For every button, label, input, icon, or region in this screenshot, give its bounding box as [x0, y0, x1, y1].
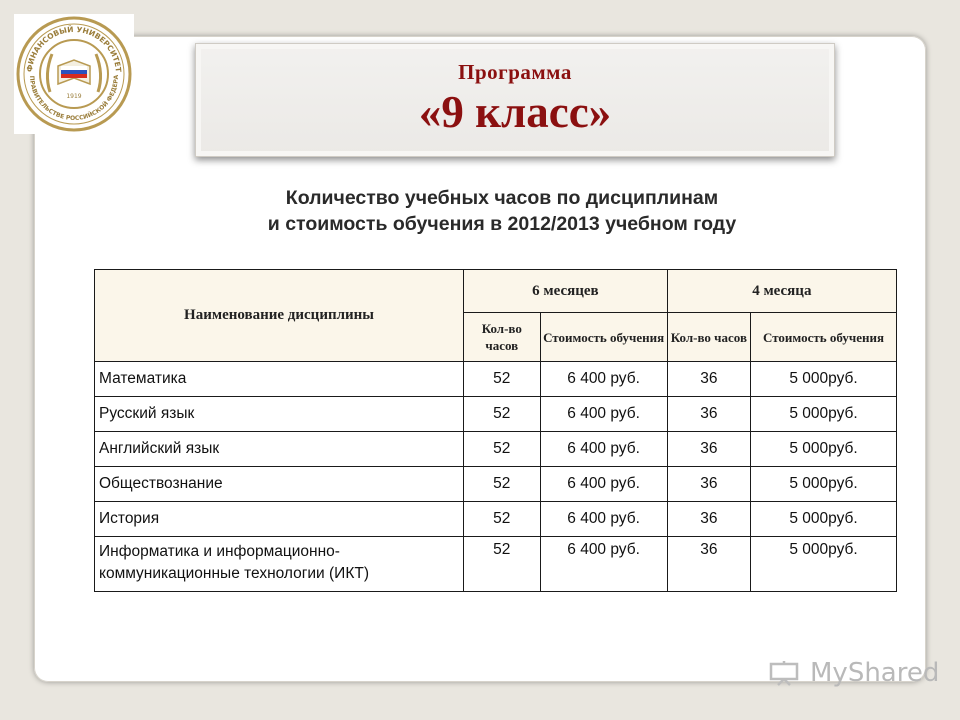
cell-cost-6: 6 400 руб.	[540, 362, 667, 397]
seal-year: 1919	[66, 93, 82, 100]
header-4-months: 4 месяца	[667, 270, 896, 313]
cell-hours-6: 52	[464, 502, 540, 537]
cell-cost-6: 6 400 руб.	[540, 502, 667, 537]
cell-hours-6: 52	[464, 467, 540, 502]
seal-text-top: ФИНАНСОВЫЙ УНИВЕРСИТЕТ	[24, 24, 124, 73]
subheader-cost-6: Стоимость обучения	[540, 313, 667, 362]
subtitle-line-1: Количество учебных часов по дисциплинам	[285, 187, 719, 209]
subtitle-line-2: и стоимость обучения в 2012/2013 учебном году	[267, 213, 737, 235]
title-box	[195, 43, 835, 157]
subtitle	[150, 185, 854, 237]
cell-discipline: Информатика и информационно-коммуникационные технологии (ИКТ)	[95, 537, 464, 592]
cell-hours-4: 36	[667, 397, 750, 432]
cell-cost-6: 6 400 руб.	[540, 537, 667, 592]
university-seal-logo	[14, 14, 134, 134]
cell-hours-4: 36	[667, 362, 750, 397]
cell-discipline: Обществознание	[95, 467, 464, 502]
header-discipline: Наименование дисциплины	[95, 270, 464, 362]
cell-discipline: Математика	[95, 362, 464, 397]
seal-icon	[14, 14, 134, 134]
cell-discipline: Английский язык	[95, 432, 464, 467]
cell-cost-4: 5 000руб.	[751, 432, 897, 467]
cell-cost-4: 5 000руб.	[751, 502, 897, 537]
cell-cost-6: 6 400 руб.	[540, 432, 667, 467]
cell-cost-4: 5 000руб.	[751, 362, 897, 397]
cell-hours-6: 52	[464, 397, 540, 432]
watermark-brand: MyShared	[810, 658, 940, 688]
cell-discipline: История	[95, 502, 464, 537]
subheader-hours-6: Кол-во часов	[464, 313, 540, 362]
program-label: Программа	[458, 60, 572, 84]
courses-table	[94, 269, 897, 592]
header-6-months: 6 месяцев	[464, 270, 668, 313]
cell-cost-4: 5 000руб.	[751, 467, 897, 502]
cell-cost-4: 5 000руб.	[751, 397, 897, 432]
cell-cost-6: 6 400 руб.	[540, 397, 667, 432]
cell-hours-4: 36	[667, 432, 750, 467]
cell-hours-6: 52	[464, 432, 540, 467]
table-row	[95, 432, 897, 467]
projector-icon	[768, 660, 802, 686]
subheader-hours-4: Кол-во часов	[667, 313, 750, 362]
table-row	[95, 467, 897, 502]
cell-hours-6: 52	[464, 362, 540, 397]
subheader-cost-4: Стоимость обучения	[751, 313, 897, 362]
cell-discipline: Русский язык	[95, 397, 464, 432]
cell-cost-6: 6 400 руб.	[540, 467, 667, 502]
table-header-row	[95, 270, 897, 313]
cell-hours-4: 36	[667, 467, 750, 502]
cell-hours-4: 36	[667, 502, 750, 537]
table-row	[95, 397, 897, 432]
table-row	[95, 362, 897, 397]
table-row	[95, 502, 897, 537]
cell-hours-6: 52	[464, 537, 540, 592]
table-row	[95, 537, 897, 592]
seal-text-bottom: ПРАВИТЕЛЬСТВЕ РОССИЙСКОЙ ФЕДЕРА	[27, 74, 121, 123]
cell-hours-4: 36	[667, 537, 750, 592]
page-title: «9 класс»	[418, 87, 612, 137]
cell-cost-4: 5 000руб.	[751, 537, 897, 592]
